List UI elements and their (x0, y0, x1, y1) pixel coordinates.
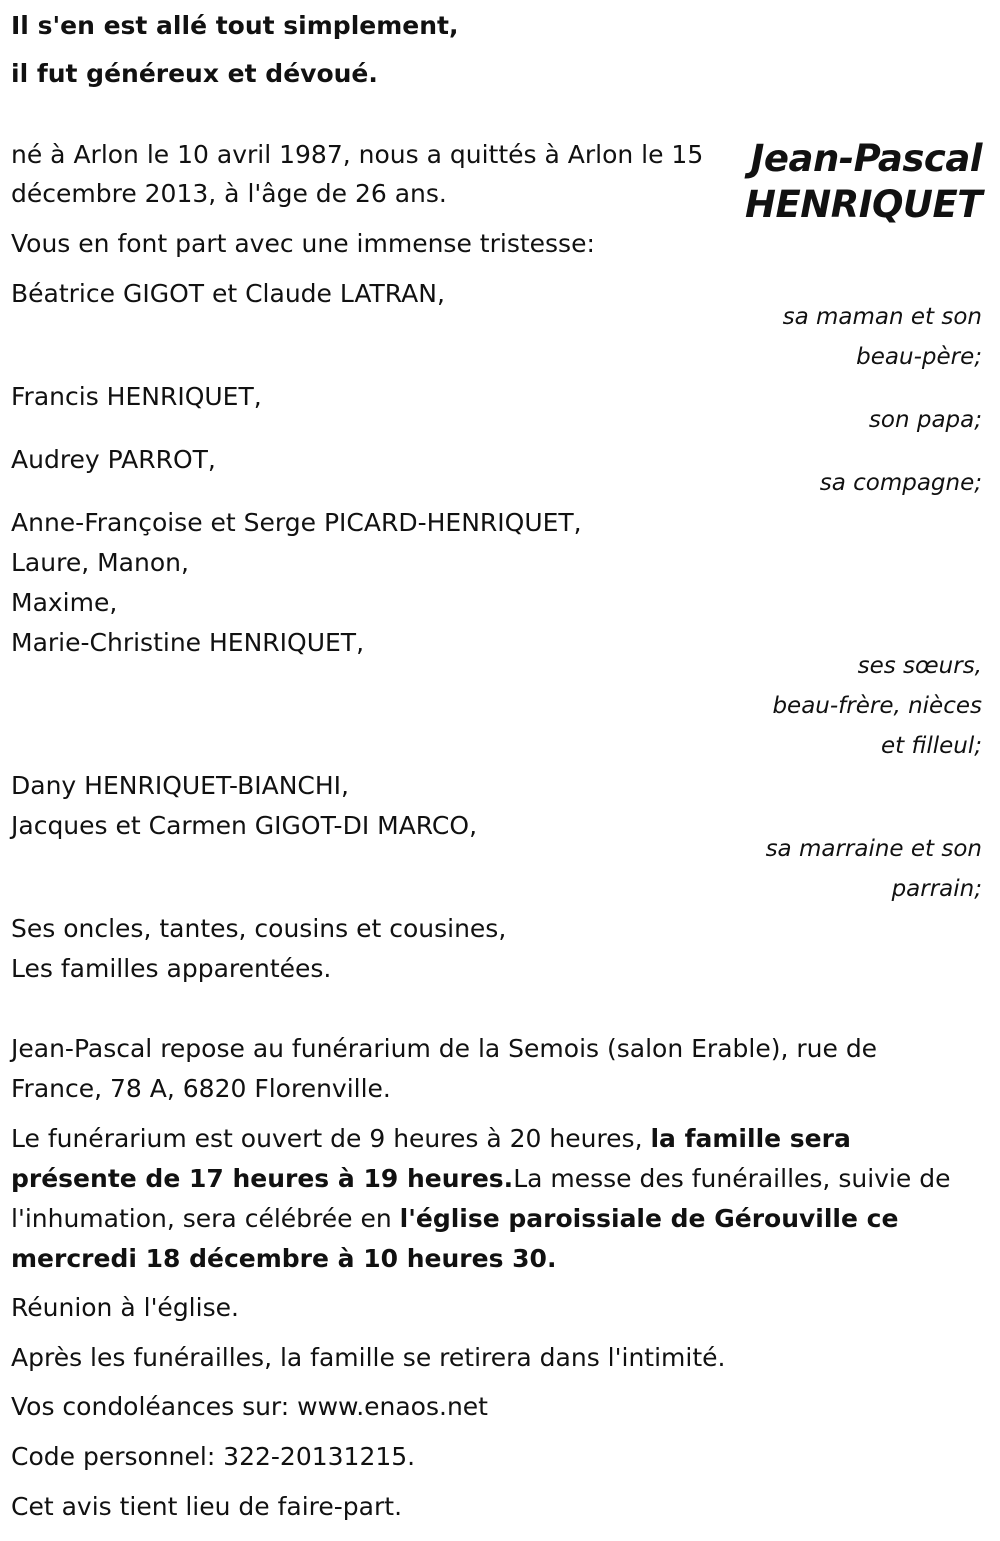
family-relation: sa marraine et son parrain; (765, 836, 982, 902)
family-relation: sa maman et son beau-père; (782, 304, 982, 370)
family-names: Anne-Françoise et Serge PICARD-HENRIQUET, Laure, Manon, Maxime, Marie-Christine HENRIQUET, (11, 508, 582, 657)
intro-line-1: né à Arlon le 10 avril 1987, nous a quittés à Arlon le 15 (11, 140, 704, 169)
intro-line-2: décembre 2013, à l'âge de 26 ans. (11, 179, 447, 208)
deceased-name (745, 136, 982, 228)
reunion-note: Réunion à l'église. (11, 1293, 239, 1322)
deceased-last-name: HENRIQUET (745, 183, 982, 226)
family-names: Dany HENRIQUET-BIANCHI, Jacques et Carmen GIGOT-DI MARCO, (11, 771, 478, 840)
header-line-2: il fut généreux et dévoué. (11, 59, 378, 88)
extended-family: Ses oncles, tantes, cousins et cousines, Les familles apparentées. (11, 914, 507, 983)
family-relation: son papa; (868, 407, 982, 433)
repose-info: Jean-Pascal repose au funérarium de la Semois (salon Erable), rue de France, 78 A, 6820 Florenville. (11, 1034, 878, 1103)
header-line-1: Il s'en est allé tout simplement, (11, 11, 459, 40)
personal-code: Code personnel: 322-20131215. (11, 1442, 416, 1471)
closing-note: Cet avis tient lieu de faire-part. (11, 1492, 403, 1521)
family-relation: sa compagne; (819, 470, 982, 496)
condolences-note: Vos condoléances sur: www.enaos.net (11, 1392, 488, 1421)
deceased-first-name: Jean-Pascal (750, 137, 982, 180)
family-relation: ses sœurs, beau-frère, nièces et filleul; (772, 653, 982, 759)
family-names: Béatrice GIGOT et Claude LATRAN, (11, 279, 445, 308)
schedule-info: Le funérarium est ouvert de 9 heures à 20 heures, la famille sera présente de 17 heures à 19 heures.La messe des funérailles, suivie de l'inhumation, sera célébrée en l'église paroissiale de Gérouville ce mercredi 18 décembre à 10 heures 30. (11, 1124, 951, 1273)
family-names: Francis HENRIQUET, (11, 382, 262, 411)
family-names: Audrey PARROT, (11, 445, 216, 474)
announcement: Vous en font part avec une immense tristesse: (11, 229, 595, 258)
intimacy-note: Après les funérailles, la famille se retirera dans l'intimité. (11, 1343, 726, 1372)
